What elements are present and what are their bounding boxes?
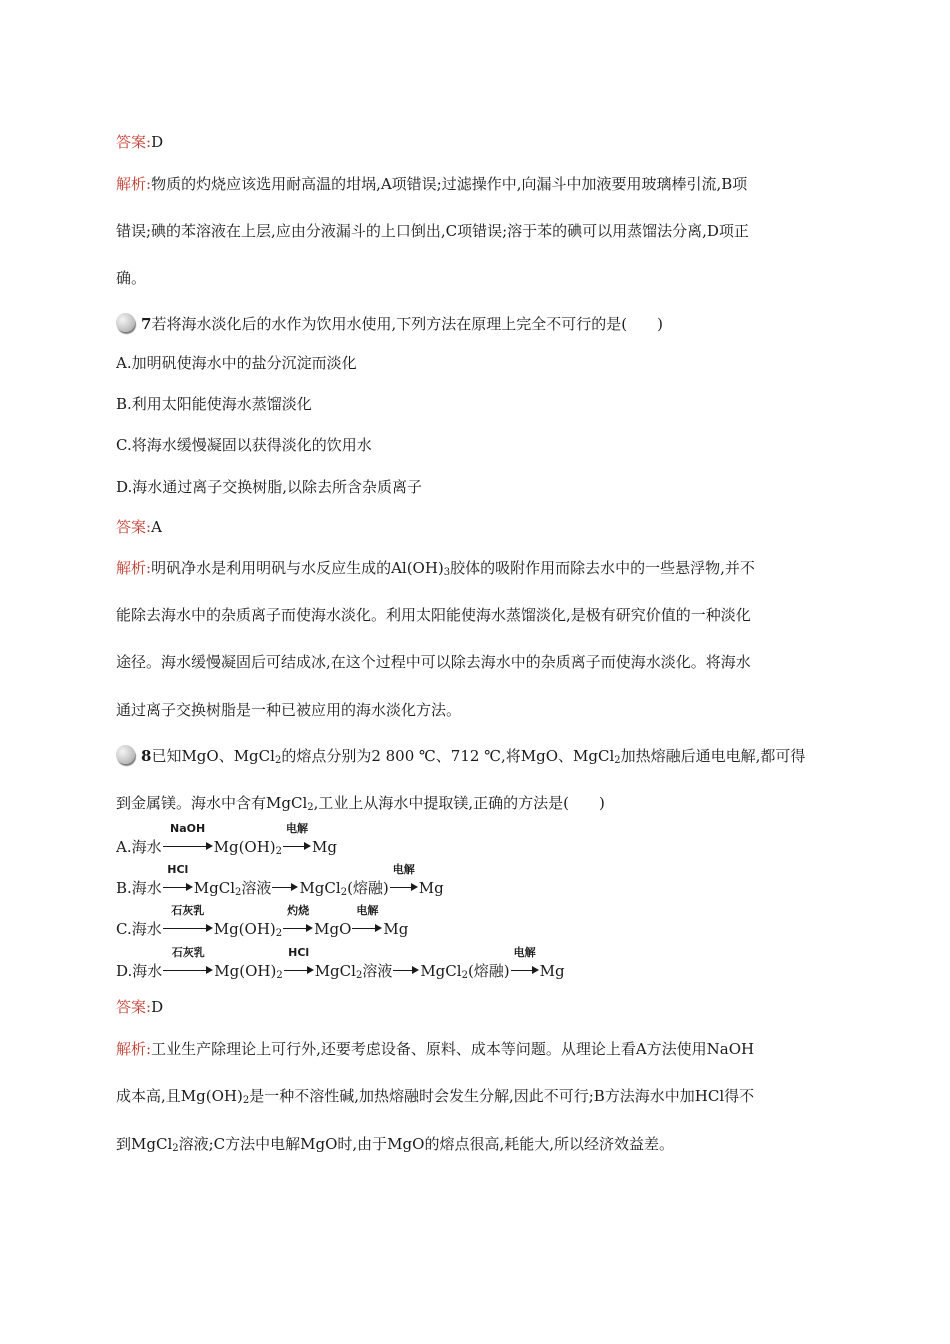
analysis-text: 溶液;C方法中电解MgO时,由于MgO的熔点很高,耗能大,所以经济效益差。 — [178, 1135, 674, 1153]
analysis-line-8-1 — [116, 1038, 754, 1060]
subscript: 2 — [355, 970, 363, 981]
subscript: 2 — [242, 1095, 250, 1106]
option-text: Mg — [539, 962, 565, 980]
answer-line-6 — [116, 131, 163, 153]
answer-value: D — [151, 998, 164, 1016]
analysis-label: 解析: — [116, 1040, 152, 1058]
subscript: 2 — [235, 887, 242, 898]
answer-line-8 — [116, 996, 163, 1018]
question-7-stem — [116, 313, 663, 335]
question-paren-close: ) — [599, 794, 605, 812]
option-b: B.利用太阳能使海水蒸馏淡化 — [116, 395, 312, 413]
subscript: 3 — [443, 567, 451, 578]
option-text: Mg — [418, 879, 444, 897]
arrow-label: NaOH — [170, 822, 206, 835]
reaction-arrow — [511, 946, 539, 976]
analysis-text: 物质的灼烧应该选用耐高温的坩埚,A项错误;过滤操作中,向漏斗中加液要用玻璃棒引流,B项 — [151, 175, 748, 193]
reaction-arrow — [163, 946, 213, 976]
analysis-line-6-1 — [116, 173, 747, 195]
question-text: 的熔点分别为2 800 ℃、712 ℃,将MgO、MgCl — [281, 747, 615, 765]
reaction-arrow — [283, 904, 313, 934]
subscript: 2 — [340, 887, 348, 898]
analysis-line-7-4: 通过离子交换树脂是一种已被应用的海水淡化方法。 — [116, 701, 462, 719]
question-paren-close: ) — [657, 315, 663, 333]
option-d — [116, 946, 565, 987]
option-text: Mg — [383, 920, 409, 938]
arrow-label: 灼烧 — [287, 904, 310, 917]
arrow-label: 石灰乳 — [171, 904, 205, 917]
analysis-text: 是一种不溶性碱,加热熔融时会发生分解,因此不可行;B方法海水中加HCl得不 — [249, 1087, 755, 1105]
question-number: 7 — [141, 315, 152, 333]
subscript: 2 — [275, 928, 283, 939]
reaction-arrow — [163, 822, 213, 852]
option-text: Mg — [312, 838, 337, 856]
option-text: MgCl — [314, 962, 356, 980]
reaction-arrow — [163, 904, 213, 934]
analysis-line-7-3: 途径。海水缓慢凝固后可结成冰,在这个过程中可以除去海水中的杂质离子而使海水淡化。将海水 — [116, 653, 751, 671]
question-text: 到金属镁。海水中含有MgCl — [116, 794, 308, 812]
option-a — [116, 822, 337, 863]
option-text: C.海水 — [116, 920, 162, 938]
answer-line-7 — [116, 516, 162, 538]
analysis-line-6-3: 确。 — [116, 269, 147, 287]
option-text: Mg(OH) — [213, 920, 276, 938]
reaction-arrow — [284, 946, 314, 976]
option-text: (熔融) — [467, 962, 510, 980]
analysis-line-7-1 — [116, 557, 755, 584]
arrow-label: 电解 — [356, 904, 379, 917]
reaction-arrow — [283, 822, 311, 852]
answer-value: D — [151, 133, 164, 151]
analysis-text: 到MgCl — [116, 1135, 173, 1153]
option-text: MgCl — [193, 879, 236, 897]
subscript: 2 — [614, 755, 621, 766]
option-c: C.将海水缓慢凝固以获得淡化的饮用水 — [116, 436, 372, 454]
subscript: 2 — [307, 802, 314, 813]
option-text: MgCl — [299, 879, 341, 897]
arrow-label: 电解 — [392, 863, 415, 876]
question-text: ,工业上从海水中提取镁,正确的方法是( — [313, 794, 570, 812]
subscript: 2 — [275, 846, 283, 857]
subscript: 2 — [172, 1143, 179, 1154]
question-marker-icon — [116, 745, 135, 764]
subscript: 2 — [274, 755, 282, 766]
option-text: 溶液 — [362, 962, 393, 980]
analysis-line-6-2: 错误;碘的苯溶液在上层,应由分液漏斗的上口倒出,C项错误;溶于苯的碘可以用蒸馏法分离,D项正 — [116, 222, 749, 240]
option-text: MgO — [314, 920, 352, 938]
option-d: D.海水通过离子交换树脂,以除去所含杂质离子 — [116, 478, 423, 496]
option-c — [116, 904, 409, 945]
reaction-arrow — [163, 863, 193, 893]
arrow-label: 电解 — [513, 946, 536, 959]
question-marker-icon — [116, 313, 135, 332]
subscript: 2 — [276, 970, 283, 981]
subscript: 2 — [461, 970, 468, 981]
option-b — [116, 863, 444, 904]
answer-label: 答案: — [116, 998, 152, 1016]
analysis-text: 胶体的吸附作用而除去水中的一些悬浮物,并不 — [450, 559, 755, 577]
option-text: Mg(OH) — [213, 838, 276, 856]
question-text: 加热熔融后通电电解,都可得 — [620, 747, 806, 765]
analysis-line-7-2: 能除去海水中的杂质离子而使海水淡化。利用太阳能使海水蒸馏淡化,是极有研究价值的一种淡化 — [116, 606, 751, 624]
question-text: 已知MgO、MgCl — [151, 747, 275, 765]
analysis-text: 成本高,且Mg(OH) — [116, 1087, 243, 1105]
analysis-text: 工业生产除理论上可行外,还要考虑设备、原料、成本等问题。从理论上看A方法使用NaOH — [151, 1040, 755, 1058]
analysis-label: 解析: — [116, 559, 152, 577]
reaction-arrow — [352, 904, 382, 934]
answer-label: 答案: — [116, 133, 152, 151]
reaction-arrow — [393, 962, 419, 976]
option-text: (熔融) — [347, 879, 389, 897]
option-text: D.海水 — [116, 962, 163, 980]
arrow-label: 石灰乳 — [171, 946, 205, 959]
reaction-arrow — [390, 863, 418, 893]
arrow-label: 电解 — [286, 822, 309, 835]
option-text: A.海水 — [116, 838, 162, 856]
option-text: 溶液 — [241, 879, 272, 897]
analysis-label: 解析: — [116, 175, 152, 193]
arrow-label: HCl — [167, 863, 189, 876]
option-a: A.加明矾使海水中的盐分沉淀而淡化 — [116, 354, 357, 372]
arrow-label: HCl — [288, 946, 310, 959]
question-8-stem-2 — [116, 792, 605, 819]
option-text: B.海水 — [116, 879, 162, 897]
question-text: 若将海水淡化后的水作为饮用水使用,下列方法在原理上完全不可行的是( — [151, 315, 628, 333]
option-text: MgCl — [420, 962, 462, 980]
analysis-text: 明矾净水是利用明矾与水反应生成的Al(OH) — [151, 559, 444, 577]
question-number: 8 — [141, 747, 152, 765]
analysis-line-8-2 — [116, 1085, 754, 1112]
analysis-line-8-3 — [116, 1133, 674, 1160]
option-text: Mg(OH) — [214, 962, 277, 980]
answer-value: A — [151, 518, 162, 536]
answer-label: 答案: — [116, 518, 152, 536]
reaction-arrow — [272, 879, 298, 893]
question-8-stem-1 — [116, 745, 805, 772]
